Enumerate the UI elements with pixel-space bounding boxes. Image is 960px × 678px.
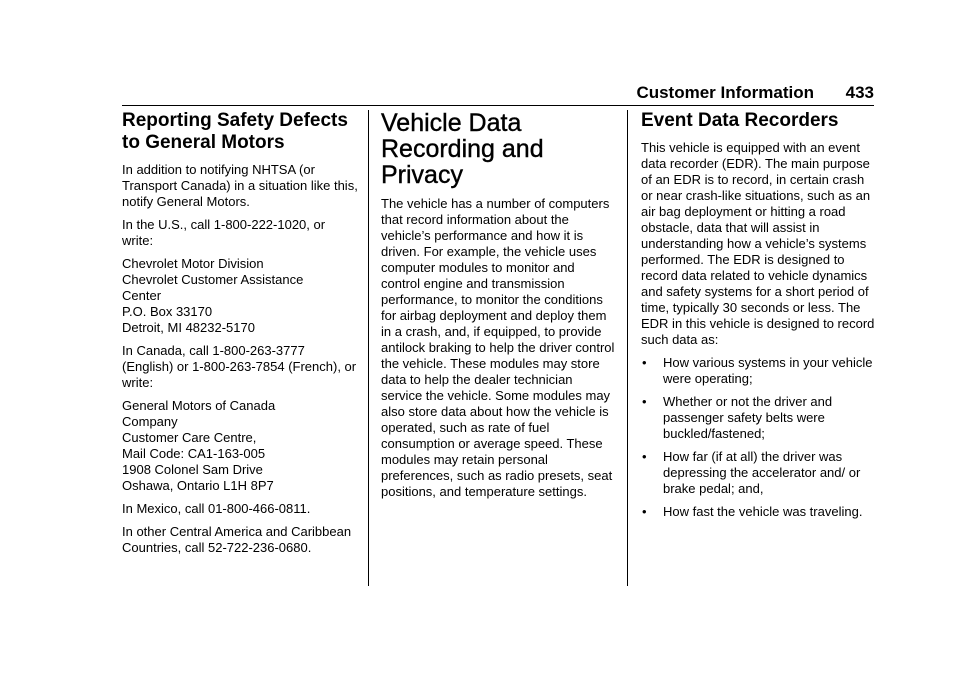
- column-divider-1: [368, 110, 369, 586]
- address-line: Customer Care Centre,: [122, 430, 257, 445]
- heading-line: Reporting Safety Defects: [122, 110, 348, 131]
- heading-line: Recording and: [381, 135, 544, 163]
- column-event-data-recorders: [641, 110, 877, 527]
- address-line: Company: [122, 414, 178, 429]
- paragraph: In other Central America and Caribbean Countries, call 52-722-236-0680.: [122, 524, 352, 555]
- bullet-icon: •: [642, 504, 647, 519]
- address-line: Center: [122, 288, 162, 303]
- list-item: [641, 449, 877, 497]
- paragraph: The vehicle has a number of computers that record information about the vehicle’s performance and how it is driven. For example, the vehicle uses computer modules to monitor and control engine and transmission performance, to monitor the conditions for airbag deployment and deploy them in a crash, and, if equipped, to provide antilock braking to help the driver control the vehicle. These modules may store data to help the dealer technician service the vehicle. Some modules may also store data about how the vehicle is operated, such as rate of fuel consumption or average speed. These modules may retain personal preferences, such as radio presets, seat positions, and temperature settings.: [381, 196, 615, 499]
- list-item: [641, 504, 877, 520]
- list-item-text: Whether or not the driver and passenger safety belts were buckled/fastened;: [663, 394, 833, 441]
- address-line: Mail Code: CA1-163-005: [122, 446, 266, 461]
- address-line: Chevrolet Motor Division: [122, 256, 264, 271]
- page-header: [122, 83, 874, 105]
- heading-reporting-safety-defects: [122, 110, 358, 154]
- address-line: Chevrolet Customer Assistance: [122, 272, 304, 287]
- heading-line: Vehicle Data: [381, 109, 522, 137]
- paragraph: In the U.S., call 1-800-222-1020, or write:: [122, 217, 326, 248]
- heading-line: Privacy: [381, 161, 463, 189]
- list-item: [641, 355, 877, 387]
- address-canada: [122, 398, 358, 494]
- address-line: General Motors of Canada: [122, 398, 276, 413]
- heading-line: to General Motors: [122, 132, 285, 153]
- bullet-icon: •: [642, 355, 647, 370]
- list-item-text: How far (if at all) the driver was depressing the accelerator and/ or brake pedal; and,: [663, 449, 861, 496]
- list-item-text: How fast the vehicle was traveling.: [663, 504, 863, 519]
- page-number: 433: [845, 83, 874, 102]
- heading-event-data-recorders: Event Data Recorders: [641, 110, 839, 131]
- header-section-title: Customer Information: [636, 83, 814, 102]
- bullet-icon: •: [642, 449, 647, 464]
- paragraph: In Mexico, call 01-800-466-0811.: [122, 501, 311, 516]
- header-rule: [122, 105, 874, 106]
- paragraph: This vehicle is equipped with an event data recorder (EDR). The main purpose of an EDR is to record, in certain crash or near crash-like situations, such as an air bag deployment or hitting a road obstacle, data that will assist in understanding how a vehicle’s systems performed. The EDR is designed to record data related to vehicle dynamics and safety systems for a short period of time, typically 30 seconds or less. The EDR in this vehicle is designed to record such data as:: [641, 140, 875, 347]
- address-line: P.O. Box 33170: [122, 304, 213, 319]
- address-line: Oshawa, Ontario L1H 8P7: [122, 478, 274, 493]
- column-divider-2: [627, 110, 628, 586]
- list-item-text: How various systems in your vehicle were operating;: [663, 355, 873, 386]
- address-line: 1908 Colonel Sam Drive: [122, 462, 263, 477]
- heading-vehicle-data-recording: [381, 110, 617, 188]
- list-item: [641, 394, 877, 442]
- bullet-icon: •: [642, 394, 647, 409]
- paragraph: In Canada, call 1-800-263-3777 (English) or 1-800-263-7854 (French), or write:: [122, 343, 357, 390]
- address-us: [122, 256, 358, 336]
- edr-data-list: [641, 355, 877, 520]
- column-vehicle-data-privacy: [381, 110, 617, 507]
- paragraph: In addition to notifying NHTSA (or Transport Canada) in a situation like this, notify General Motors.: [122, 162, 358, 209]
- column-reporting-defects: [122, 110, 358, 563]
- address-line: Detroit, MI 48232-5170: [122, 320, 255, 335]
